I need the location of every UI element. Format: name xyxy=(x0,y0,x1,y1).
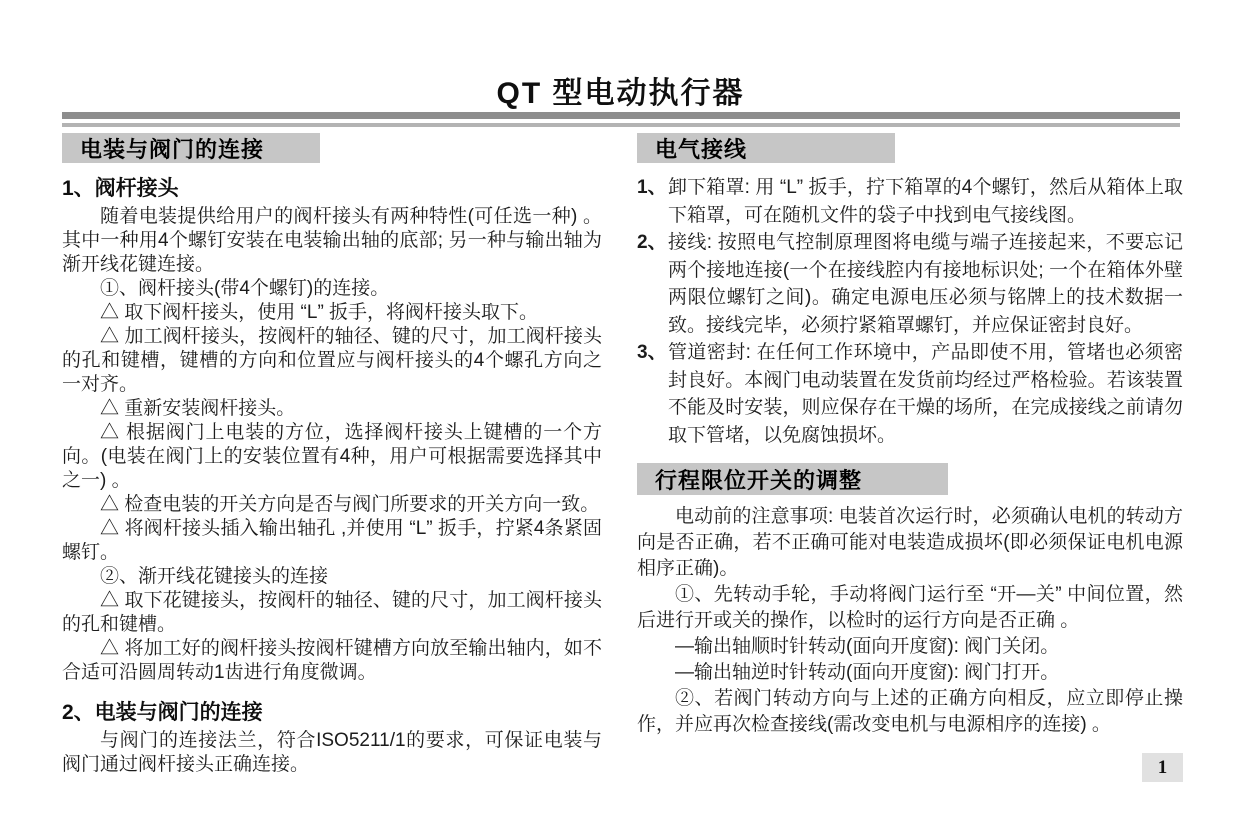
paragraph: ②、渐开线花键接头的连接 xyxy=(100,566,329,587)
section-header-limit-switch-label: 行程限位开关的调整 xyxy=(655,467,863,493)
paragraph: —输出轴顺时针转动(面向开度窗): 阀门关闭。 xyxy=(675,636,1060,657)
list-item-text: 卸下箱罩: 用 “L” 扳手，拧下箱罩的4个螺钉，然后从箱体上取下箱罩，可在随机文件的袋子中找到电气接线图。 xyxy=(668,177,1183,226)
paragraph: ②、若阀门转动方向与上述的正确方向相反，应立即停止操作，并应再次检查接线(需改变电机与电源相序的连接) 。 xyxy=(637,688,1183,735)
paragraph: —输出轴逆时针转动(面向开度窗): 阀门打开。 xyxy=(675,662,1060,683)
paragraph: ①、阀杆接头(带4个螺钉)的连接。 xyxy=(100,278,390,299)
paragraph: △ 将阀杆接头插入输出轴孔 ,并使用 “L” 扳手，拧紧4条紧固螺钉。 xyxy=(62,518,602,563)
paragraph: △ 根据阀门上电装的方位，选择阀杆接头上键槽的一个方向。(电装在阀门上的安装位置有4种，用户可根据需要选择其中之一) 。 xyxy=(62,422,602,491)
wiring-steps-list xyxy=(637,174,1183,449)
list-item xyxy=(637,174,1183,229)
section-header-valve-connection xyxy=(62,133,320,163)
list-item-number: 2、 xyxy=(637,232,667,253)
paragraph: 电动前的注意事项: 电装首次运行时，必须确认电机的转动方向是否正确，若不正确可能对电装造成损坏(即必须保证电机电源相序正确)。 xyxy=(637,506,1183,579)
list-item-number: 1、 xyxy=(637,177,667,198)
paragraph: △ 检查电装的开关方向是否与阀门所要求的开关方向一致。 xyxy=(100,494,600,515)
page-number-badge xyxy=(1142,753,1183,782)
page-number: 1 xyxy=(1157,756,1168,778)
paragraph: △ 取下阀杆接头，使用 “L” 扳手，将阀杆接头取下。 xyxy=(100,302,539,323)
subsection-title-actuator-valve-connection: 2、电装与阀门的连接 xyxy=(62,701,263,724)
list-item-number: 3、 xyxy=(637,342,667,363)
section-header-electrical-wiring xyxy=(637,133,895,163)
paragraph: ①、先转动手轮，手动将阀门运行至 “开—关” 中间位置，然后进行开或关的操作，以检时的运行方向是否正确 。 xyxy=(637,584,1183,631)
paragraph: △ 加工阀杆接头，按阀杆的轴径、键的尺寸，加工阀杆接头的孔和键槽，键槽的方向和位置应与阀杆接头的4个螺孔方向之一对齐。 xyxy=(62,326,602,395)
paragraph: △ 重新安装阀杆接头。 xyxy=(100,398,296,419)
paragraph: △ 取下花键接头，按阀杆的轴径、键的尺寸，加工阀杆接头的孔和键槽。 xyxy=(62,590,602,635)
page-title: QT 型电动执行器 xyxy=(496,77,745,110)
paragraph: 与阀门的连接法兰，符合ISO5211/1的要求，可保证电装与阀门通过阀杆接头正确连接。 xyxy=(62,730,602,775)
list-item-text: 接线: 按照电气控制原理图将电缆与端子连接起来，不要忘记两个接地连接(一个在接线腔内有接地标识处; 一个在箱体外壁两限位螺钉之间)。确定电源电压必须与铭牌上的技术数据一致。接线完毕，必须拧紧箱罩螺钉，并应保证密封良好。 xyxy=(668,232,1183,336)
section-header-valve-connection-label: 电装与阀门的连接 xyxy=(80,136,265,162)
list-item-text: 管道密封: 在任何工作环境中，产品即使不用，管堵也必须密封良好。本阀门电动装置在发货前均经过严格检验。若该装置不能及时安装，则应保存在干燥的场所，在完成接线之前请勿取下管堵，以免腐蚀损坏。 xyxy=(668,342,1183,446)
list-item xyxy=(637,339,1183,449)
divider-thick-bar xyxy=(62,112,1180,119)
right-column xyxy=(637,133,1183,738)
paragraph: △ 将加工好的阀杆接头按阀杆键槽方向放至输出轴内，如不合适可沿圆周转动1齿进行角度微调。 xyxy=(62,638,602,683)
subsection-title-stem-coupling: 1、阀杆接头 xyxy=(62,177,179,200)
paragraph: 随着电装提供给用户的阀杆接头有两种特性(可任选一种) 。其中一种用4个螺钉安装在电装输出轴的底部; 另一种与输出轴为渐开线花键连接。 xyxy=(62,206,602,275)
list-item xyxy=(637,229,1183,339)
left-column xyxy=(62,133,602,777)
section-header-electrical-wiring-label: 电气接线 xyxy=(655,136,748,162)
section-header-limit-switch-adjustment xyxy=(637,463,948,495)
divider-thin-bar xyxy=(62,123,1180,127)
